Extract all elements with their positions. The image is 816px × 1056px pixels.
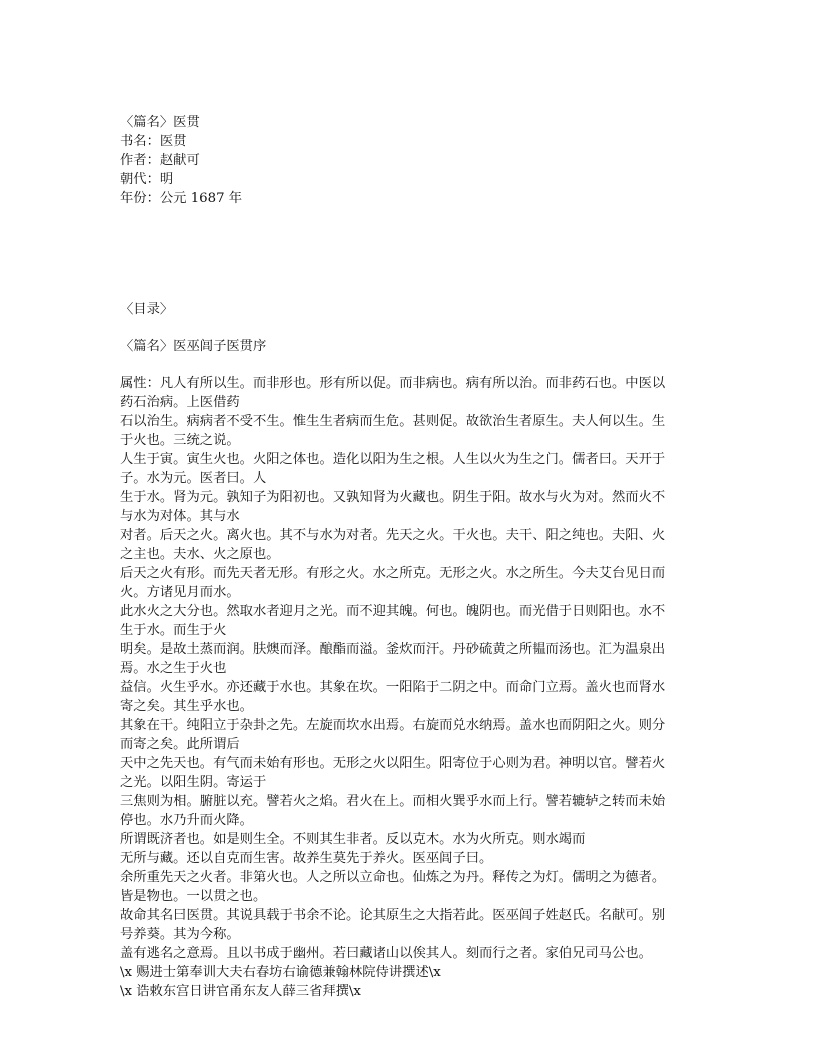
body-line: \x 赐进士第奉训大夫右春坊右谕德兼翰林院侍讲撰述\x: [120, 965, 441, 980]
body-line: 后天之火有形。而先天者无形。有形之火。水之所克。无形之火。水之所生。今夫艾台见日而: [120, 566, 666, 581]
body-line: 对者。后天之火。离火也。其不与水为对者。先天之火。干火也。夫干、阳之纯也。夫阳、火: [120, 528, 666, 543]
body-line: 明矣。是故土蒸而润。肤燠而泽。酿酯而溢。釜炊而汗。丹砂硫黄之所韫而汤也。汇为温泉出: [120, 642, 666, 657]
body-line: 寄之矣。其生乎水也。: [120, 699, 253, 714]
year: 年份：公元 1687 年: [120, 191, 243, 206]
body-line: 生于水。肾为元。孰知子为阳初也。又孰知肾为火藏也。阴生于阳。故水与火为对。然而火不: [120, 490, 666, 505]
body-line: 人生于寅。寅生火也。火阳之体也。造化以阳为生之根。人生以火为生之门。儒者曰。天开于: [120, 452, 666, 467]
body-line: 而寄之矣。此所谓后: [120, 737, 240, 752]
spacer: [120, 208, 698, 254]
body-line: 所谓既济者也。如是则生全。不则其生非者。反以克木。水为火所克。则水竭而: [120, 832, 586, 847]
body-line: 于火也。三统之说。: [120, 433, 240, 448]
body-line: 石以治生。病病者不受不生。惟生生者病而生危。甚则促。故欲治生者原生。夫人何以生。生: [120, 414, 666, 429]
body-line: 之光。以阳生阴。寄运于: [120, 775, 267, 790]
book-name: 书名：医贯: [120, 134, 187, 149]
body-line: 此水火之大分也。然取水者迎月之光。而不迎其魄。何也。魄阴也。而光借于日则阳也。水不: [120, 604, 666, 619]
spacer: [120, 254, 698, 300]
dynasty: 朝代：明: [120, 172, 174, 187]
body-line: 三焦则为相。腑脏以充。譬若火之焰。君火在上。而相火巽乎水而上行。譬若辘轳之转而未始: [120, 794, 666, 809]
spacer: [120, 356, 698, 374]
section-title: 〈篇名〉医巫闾子医贯序: [120, 339, 267, 354]
body-line: 余所重先天之火者。非第火也。人之所以立命也。仙炼之为丹。释传之为灯。儒明之为德者。: [120, 870, 666, 885]
body-line: 天中之先天也。有气而未始有形也。无形之火以阳生。阳寄位于心则为君。神明以官。譬若火: [120, 756, 666, 771]
header-block: [120, 113, 698, 208]
body-line: 停也。水乃升而火降。: [120, 813, 253, 828]
body-line: 无所与藏。还以自克而生害。故养生莫先于养火。医巫闾子曰。: [120, 851, 493, 866]
section-body: [120, 374, 698, 1001]
document-page: [120, 113, 698, 1001]
body-line: 焉。水之生于火也: [120, 661, 227, 676]
body-line: 盖有逃名之意焉。且以书成于幽州。若曰藏诸山以俟其人。刻而行之者。家伯兄司马公也。: [120, 946, 652, 961]
body-line: 属性：凡人有所以生。而非形也。形有所以促。而非病也。病有所以治。而非药石也。中医以: [120, 376, 666, 391]
body-line: 故命其名曰医贯。其说具载于书余不论。论其原生之大指若此。医巫闾子姓赵氏。名献可。别: [120, 908, 666, 923]
body-line: 火。方诸见月而水。: [120, 585, 240, 600]
body-line: 与水为对体。其与水: [120, 509, 240, 524]
body-line: 生于水。而生于火: [120, 623, 227, 638]
header-title: 〈篇名〉医贯: [120, 115, 200, 130]
body-line: 皆是物也。一以贯之也。: [120, 889, 267, 904]
spacer: [120, 319, 698, 337]
body-line: 其象在干。纯阳立于杂卦之先。左旋而坎水出焉。右旋而兑水纳焉。盖水也而阴阳之火。则分: [120, 718, 666, 733]
author: 作者：赵献可: [120, 153, 200, 168]
body-line: 益信。火生乎水。亦还藏于水也。其象在坎。一阳陷于二阴之中。而命门立焉。盖火也而肾水: [120, 680, 666, 695]
body-line: \x 诰敕东宫日讲官甬东友人薛三省拜撰\x: [120, 984, 361, 999]
toc-label: 〈目录〉: [120, 302, 174, 317]
body-line: 药石治病。上医借药: [120, 395, 240, 410]
body-line: 号养葵。其为今称。: [120, 927, 240, 942]
body-line: 之主也。夫水、火之原也。: [120, 547, 280, 562]
body-line: 子。水为元。医者曰。人: [120, 471, 267, 486]
